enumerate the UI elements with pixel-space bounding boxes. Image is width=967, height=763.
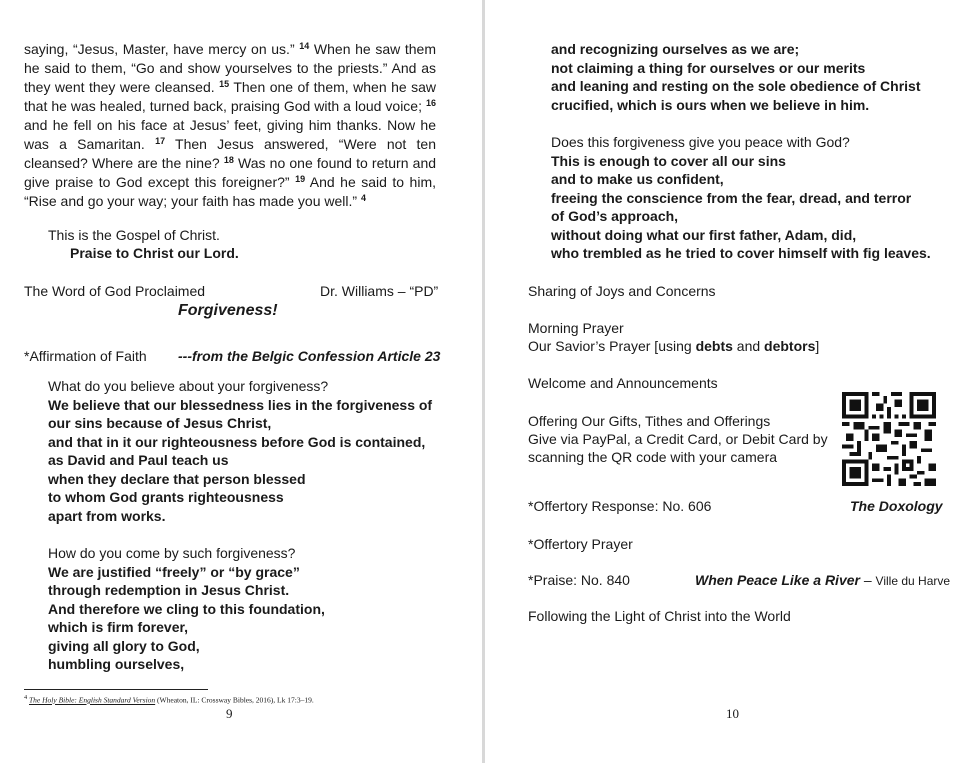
confession-answer-line: when they declare that person blessed bbox=[48, 470, 306, 487]
confession-answer-line: and to make us confident, bbox=[551, 171, 724, 187]
sharing-item: Sharing of Joys and Concerns bbox=[528, 283, 716, 299]
doxology-title: The Doxology bbox=[850, 498, 943, 514]
confession-answer-line: of God’s approach, bbox=[551, 208, 679, 224]
confession-answer-line: as David and Paul teach us bbox=[48, 452, 229, 468]
confession-stanza-2 bbox=[48, 544, 325, 674]
right-page bbox=[485, 0, 967, 763]
verse-number: 18 bbox=[223, 155, 234, 165]
qr-code-icon[interactable] bbox=[840, 392, 938, 486]
confession-answer-line: who trembled as he tried to cover himself with fig leaves. bbox=[551, 245, 931, 261]
verse-number: 14 bbox=[299, 41, 310, 51]
footnote-reference: 4 bbox=[360, 193, 366, 203]
confession-stanza-1 bbox=[48, 377, 432, 525]
and-word: and bbox=[732, 338, 765, 354]
left-page bbox=[0, 0, 482, 763]
scripture-text: Was no one found to return and give praise to God except this foreigner?” bbox=[24, 155, 437, 190]
word-label: The Word of God Proclaimed bbox=[24, 283, 206, 299]
confession-answer-line: to whom God grants righteousness bbox=[48, 489, 284, 505]
confession-answer-line: giving all glory to God, bbox=[48, 637, 200, 654]
confession-answer-line: apart from works. bbox=[48, 507, 166, 524]
footnote bbox=[24, 694, 314, 705]
morning-prayer: Morning Prayer bbox=[528, 320, 624, 336]
verse-number: 17 bbox=[155, 136, 166, 146]
verse-number: 19 bbox=[295, 174, 306, 184]
affirmation-label: *Affirmation of Faith bbox=[24, 348, 147, 364]
confession-answer-line: crucified, which is ours when we believe in him. bbox=[551, 96, 870, 113]
hymn-dash: – bbox=[859, 572, 876, 588]
scripture-text: And he said to him, “Rise and go your way; your faith has made you well.” bbox=[24, 174, 437, 209]
close-bracket: ] bbox=[815, 338, 820, 354]
confession-answer-line: and that in it our righteousness before God is contained, bbox=[48, 433, 426, 450]
gospel-response: Praise to Christ our Lord. bbox=[70, 245, 239, 261]
praise-hymn bbox=[695, 571, 950, 590]
confession-answer-line: We are justified “freely” or “by grace” bbox=[48, 563, 300, 580]
confession-answer-line: our sins because of Jesus Christ, bbox=[48, 415, 272, 431]
offertory-response: *Offertory Response: No. 606 bbox=[528, 498, 712, 514]
confession-answer-line: and recognizing ourselves as we are; bbox=[551, 41, 800, 57]
footnote-title: The Holy Bible: English Standard Version bbox=[29, 695, 156, 705]
confession-answer-line: which is firm forever, bbox=[48, 619, 189, 635]
verse-number: 16 bbox=[425, 98, 436, 108]
confession-answer-line: and leaning and resting on the sole obedience of Christ bbox=[551, 78, 921, 94]
scripture-reading bbox=[24, 40, 436, 211]
welcome-item: Welcome and Announcements bbox=[528, 375, 718, 391]
scripture-text: saying, “Jesus, Master, have mercy on us.” bbox=[24, 41, 295, 57]
page-number: 10 bbox=[726, 706, 739, 721]
sermon-title: Forgiveness! bbox=[178, 302, 278, 319]
preacher-name: Dr. Williams – “PD” bbox=[320, 283, 439, 299]
scripture-text: and he fell on his face at Jesus’ feet, giving him thanks. Now he was a Samaritan. bbox=[24, 117, 436, 152]
sending-item: Following the Light of Christ into the World bbox=[528, 608, 791, 624]
confession-question: Does this forgiveness give you peace with God? bbox=[551, 134, 850, 150]
confession-stanza-3 bbox=[551, 40, 921, 114]
confession-answer-line: freeing the conscience from the fear, dread, and terror bbox=[551, 189, 912, 206]
confession-answer-line: not claiming a thing for ourselves or our merits bbox=[551, 59, 866, 76]
confession-answer-line: This is enough to cover all our sins bbox=[551, 152, 786, 169]
footnote-divider bbox=[24, 689, 208, 690]
offering-instructions: scanning the QR code with your camera bbox=[528, 449, 778, 465]
confession-question: How do you come by such forgiveness? bbox=[48, 545, 296, 561]
confession-answer-line: without doing what our first father, Adam, did, bbox=[551, 226, 857, 243]
confession-question: What do you believe about your forgiveness? bbox=[48, 378, 329, 394]
scripture-text: Then Jesus answered, “Were not ten cleansed? Where are the nine? bbox=[24, 136, 437, 171]
confession-stanza-4 bbox=[551, 133, 931, 263]
offering-title: Offering Our Gifts, Tithes and Offerings bbox=[528, 413, 771, 429]
saviors-prayer bbox=[528, 337, 819, 355]
footnote-citation: (Wheaton, IL: Crossway Bibles, 2016), Lk 17:3–19. bbox=[157, 695, 314, 705]
debtors-word: debtors bbox=[764, 338, 816, 354]
affirmation-source: ---from the Belgic Confession Article 23 bbox=[178, 348, 441, 364]
footnote-mark: 4 bbox=[24, 694, 28, 701]
page-number: 9 bbox=[226, 706, 233, 721]
scripture-text: When he saw them he said to them, “Go and show yourselves to the priests.” And as they went they were cleansed. bbox=[24, 41, 436, 95]
confession-answer-line: We believe that our blessedness lies in the forgiveness of bbox=[48, 396, 433, 413]
scripture-text: Then one of them, when he saw that he was healed, turned back, praising God with a loud voice; bbox=[24, 79, 436, 114]
offering-instructions: Give via PayPal, a Credit Card, or Debit Card by bbox=[528, 431, 828, 447]
praise-hymn-number: *Praise: No. 840 bbox=[528, 572, 630, 588]
hymn-tune: Ville du Harve bbox=[875, 574, 951, 588]
gospel-line: This is the Gospel of Christ. bbox=[48, 227, 220, 243]
hymn-title: When Peace Like a River bbox=[695, 572, 860, 588]
confession-answer-line: And therefore we cling to this foundation, bbox=[48, 600, 325, 617]
saviors-prayer-text: Our Savior’s Prayer [using bbox=[528, 338, 696, 354]
confession-answer-line: through redemption in Jesus Christ. bbox=[48, 582, 290, 598]
verse-number: 15 bbox=[219, 79, 230, 89]
offertory-prayer: *Offertory Prayer bbox=[528, 536, 633, 552]
debts-word: debts bbox=[695, 338, 733, 354]
confession-answer-line: humbling ourselves, bbox=[48, 656, 185, 672]
